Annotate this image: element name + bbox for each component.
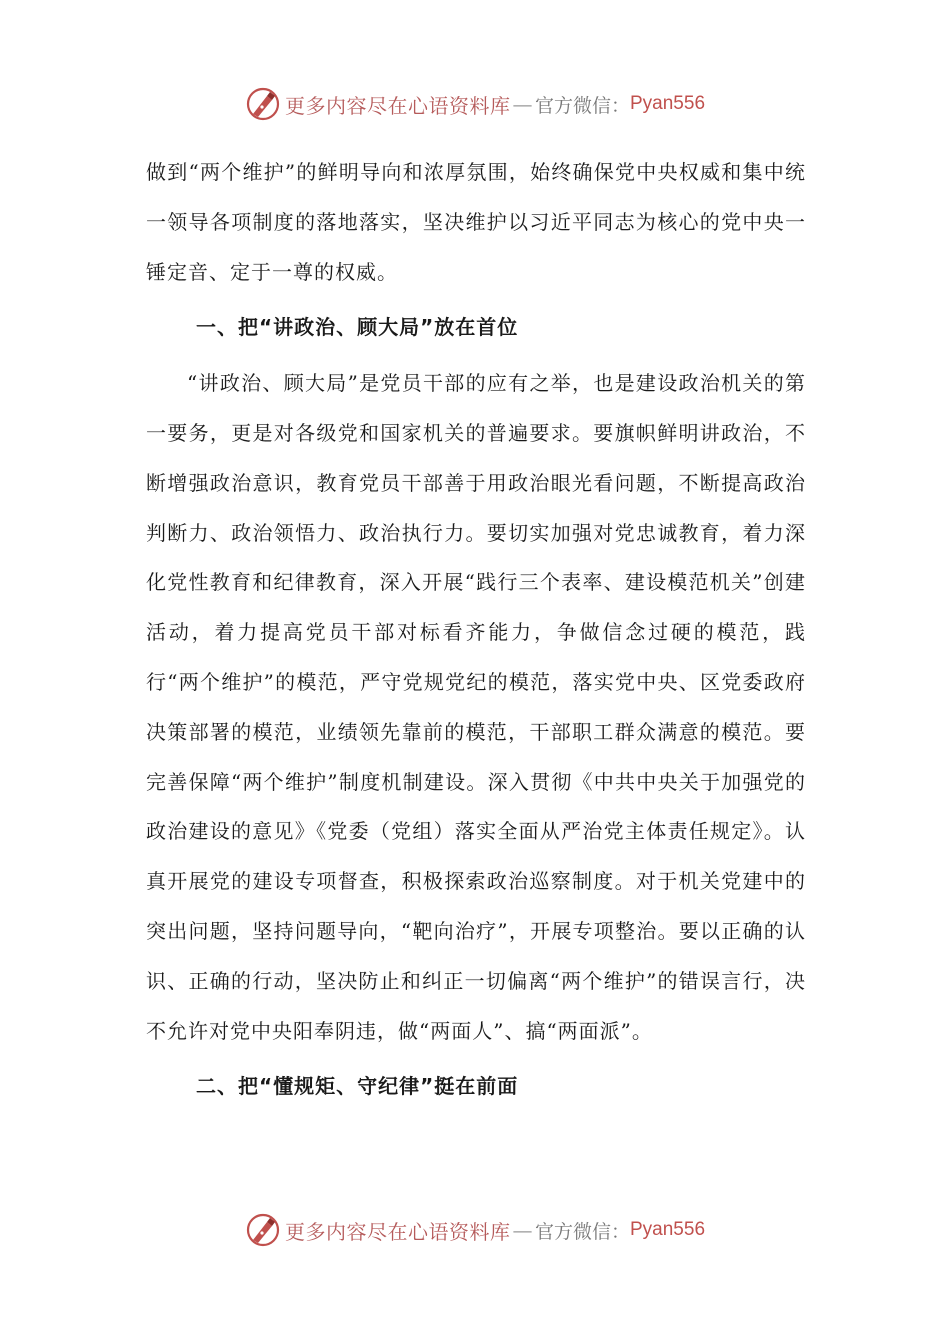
pen-nib-logo-icon (245, 1212, 281, 1248)
intro-paragraph: 做到“两个维护”的鲜明导向和浓厚氛围，始终确保党中央权威和集中统一领导各项制度的落地落实，坚决维护以习近平同志为核心的党中央一锤定音、定于一尊的权威。 (146, 160, 806, 284)
section-1-heading: 一、把“讲政治、顾大局”放在首位 (196, 315, 519, 340)
footer-banner (0, 1208, 950, 1252)
header-banner-separator: — (512, 92, 533, 116)
section-2-heading: 二、把“懂规矩、守纪律”挺在前面 (196, 1074, 519, 1099)
footer-banner-separator: — (512, 1218, 533, 1242)
document-body (146, 148, 806, 1118)
header-banner-text: 更多内容尽在心语资料库 (284, 93, 511, 118)
footer-banner-text: 更多内容尽在心语资料库 (284, 1219, 511, 1244)
pen-nib-logo-icon (245, 86, 281, 122)
section-1-paragraph: “讲政治、顾大局”是党员干部的应有之举，也是建设政治机关的第一要务，更是对各级党和国家机关的普遍要求。要旗帜鲜明讲政治，不断增强政治意识，教育党员干部善于用政治眼光看问题，不断提高政治判断力、政治领悟力、政治执行力。要切实加强对党忠诚教育，着力深化党性教育和纪律教育，深入开展“践行三个表率、建设模范机关”创建活动，着力提高党员干部对标看齐能力，争做信念过硬的模范，践行“两个维护”的模范，严守党规党纪的模范，落实党中央、区党委政府决策部署的模范，业绩领先靠前的模范，干部职工群众满意的模范。要完善保障“两个维护”制度机制建设。深入贯彻《中共中央关于加强党的政治建设的意见》《党委（党组）落实全面从严治党主体责任规定》。认真开展党的建设专项督查，积极探索政治巡察制度。对于机关党建中的突出问题，坚持问题导向，“靶向治疗”，开展专项整治。要以正确的认识、正确的行动，坚决防止和纠正一切偏离“两个维护”的错误言行，决不允许对党中央阳奉阴违，做“两面人”、搞“两面派”。 (146, 371, 806, 1043)
header-wechat-id: Pyan556 (630, 93, 706, 114)
header-wechat-label: 官方微信： (534, 94, 630, 117)
footer-wechat-id: Pyan556 (630, 1219, 706, 1240)
footer-wechat-label: 官方微信： (534, 1220, 630, 1243)
header-banner (0, 82, 950, 126)
